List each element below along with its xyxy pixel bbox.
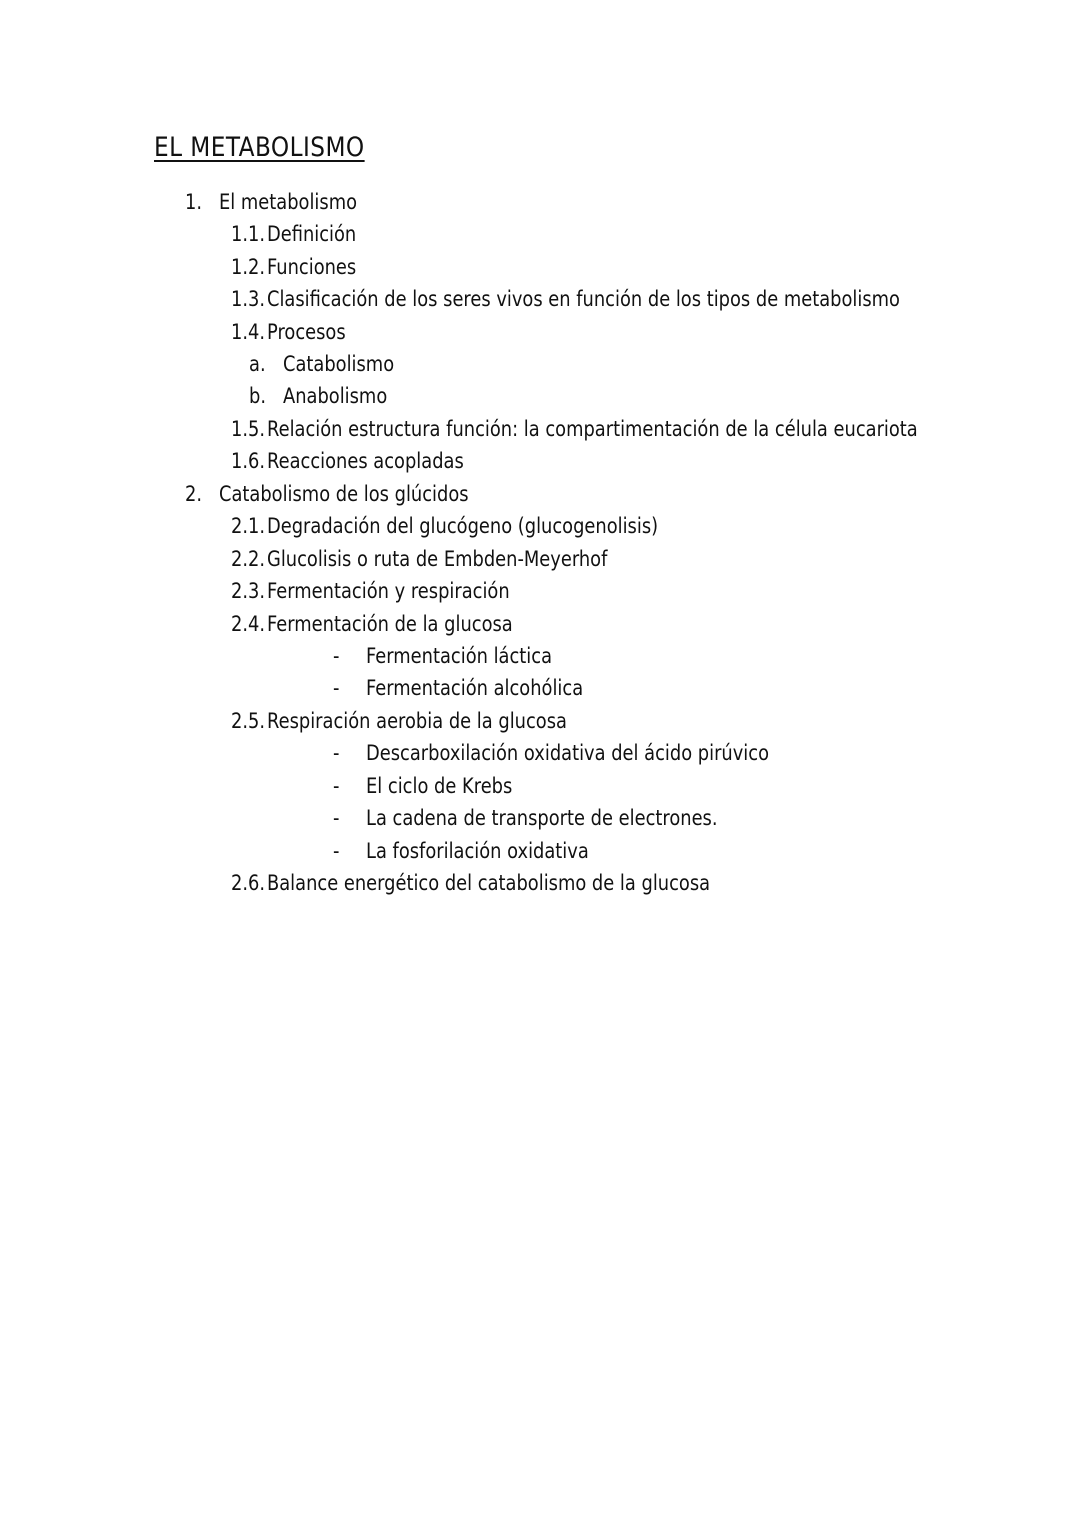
outline-text: Descarboxilación oxidativa del ácido pirúvico (366, 741, 770, 765)
outline-text: Respiración aerobia de la glucosa (267, 709, 567, 733)
outline-marker: 2.1. (231, 514, 266, 538)
document-title: EL METABOLISMO (154, 132, 365, 163)
outline-marker: b. (249, 384, 267, 408)
outline-text: Catabolismo de los glúcidos (219, 482, 469, 506)
outline-text: Balance energético del catabolismo de la glucosa (267, 871, 711, 895)
outline-text: El ciclo de Krebs (366, 774, 513, 798)
outline-text: El metabolismo (219, 190, 358, 214)
outline-marker: 1.2. (231, 255, 266, 279)
outline-text: Degradación del glucógeno (glucogenolisis) (267, 514, 659, 538)
outline-marker: 1.3. (231, 287, 266, 311)
outline-text: Fermentación de la glucosa (267, 612, 513, 636)
outline-marker: 1.1. (231, 222, 266, 246)
outline-text: Clasificación de los seres vivos en función de los tipos de metabolismo (267, 287, 900, 311)
outline-text: Fermentación alcohólica (366, 676, 584, 700)
outline-marker: 1.5. (231, 417, 266, 441)
outline-marker: 1. (185, 190, 203, 214)
outline-marker: - (333, 774, 340, 798)
outline-marker: 2.4. (231, 612, 266, 636)
outline-text: Fermentación y respiración (267, 579, 510, 603)
outline-text: La fosforilación oxidativa (366, 839, 589, 863)
outline-marker: - (333, 839, 340, 863)
outline-text: Glucolisis o ruta de Embden-Meyerhof (267, 547, 608, 571)
outline-text: La cadena de transporte de electrones. (366, 806, 718, 830)
outline-marker: 1.4. (231, 320, 266, 344)
outline-marker: - (333, 741, 340, 765)
outline-marker: 2.3. (231, 579, 266, 603)
outline-marker: - (333, 644, 340, 668)
outline-marker: 1.6. (231, 449, 266, 473)
outline-marker: a. (249, 352, 266, 376)
outline-marker: 2.2. (231, 547, 266, 571)
outline-marker: - (333, 806, 340, 830)
outline-text: Catabolismo (283, 352, 395, 376)
outline-marker: 2.5. (231, 709, 266, 733)
outline-text: Anabolismo (283, 384, 388, 408)
outline-marker: - (333, 676, 340, 700)
outline-text: Fermentación láctica (366, 644, 553, 668)
outline-text: Funciones (267, 255, 357, 279)
outline-marker: 2. (185, 482, 203, 506)
outline-text: Reacciones acopladas (267, 449, 464, 473)
outline-text: Definición (267, 222, 357, 246)
outline-text: Procesos (267, 320, 346, 344)
outline-text: Relación estructura función: la compartimentación de la célula eucariota (267, 417, 918, 441)
outline-marker: 2.6. (231, 871, 266, 895)
